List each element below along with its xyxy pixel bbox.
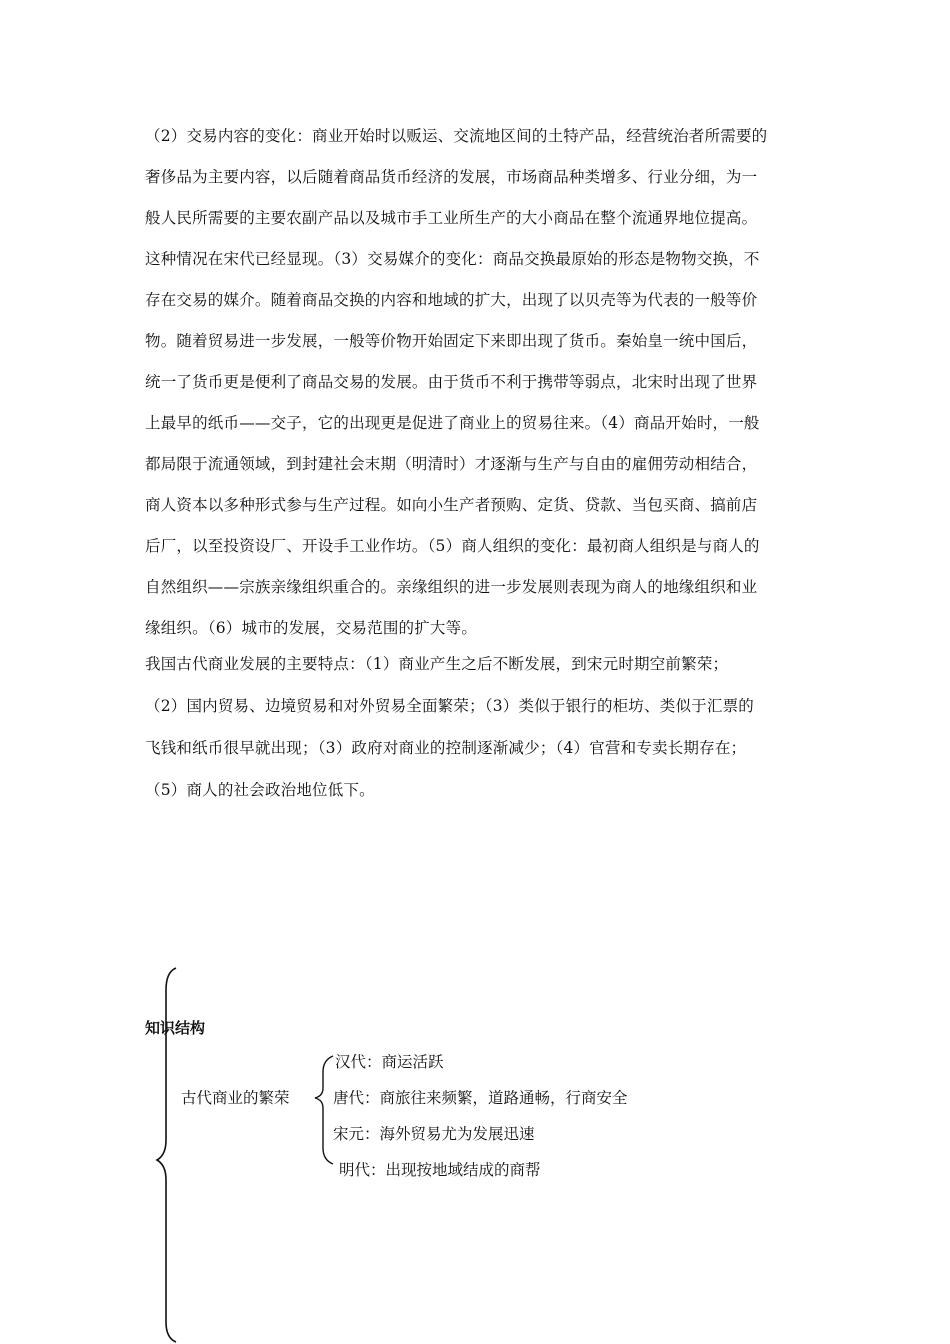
paragraph-line-2: 奢侈品为主要内容，以后随着商品货币经济的发展，市场商品种类增多、行业分细，为一 xyxy=(145,168,758,186)
paragraph-line-1: （2）交易内容的变化：商业开始时以贩运、交流地区间的土特产品，经营统治者所需要的 xyxy=(145,127,768,145)
paragraph-line-4: 这种情况在宋代已经显现。（3）交易媒介的变化：商品交换最原始的形态是物物交换，不 xyxy=(145,250,760,268)
features-line-4: （5）商人的社会政治地位低下。 xyxy=(145,781,375,799)
paragraph-line-9: 都局限于流通领域，到封建社会末期（明清时）才逐渐与生产与自由的雇佣劳动相结合， xyxy=(145,455,758,473)
paragraph-line-10: 商人资本以多种形式参与生产过程。如向小生产者预购、定货、贷款、当包买商、搞前店 xyxy=(145,496,758,514)
branch-title: 古代商业的繁荣 xyxy=(181,1089,290,1107)
paragraph-line-5: 存在交易的媒介。随着商品交换的内容和地域的扩大，出现了以贝壳等为代表的一般等价 xyxy=(145,291,758,309)
features-line-1: 我国古代商业发展的主要特点：（1）商业产生之后不断发展，到宋元时期空前繁荣； xyxy=(145,655,729,673)
paragraph-line-8: 上最早的纸币——交子，它的出现更是促进了商业上的贸易往来。（4）商品开始时，一般 xyxy=(145,414,760,432)
paragraph-line-12: 自然组织——宗族亲缘组织重合的。亲缘组织的进一步发展则表现为商人的地缘组织和业 xyxy=(145,578,758,596)
knowledge-structure-heading: 知识结构 xyxy=(145,1019,206,1037)
paragraph-line-11: 后厂，以至投资设厂、开设手工业作坊。（5）商人组织的变化：最初商人组织是与商人的 xyxy=(145,537,760,555)
tree-item-songyuan: 宋元：海外贸易尤为发展迅速 xyxy=(333,1125,535,1143)
inner-brace xyxy=(315,1056,333,1164)
tree-item-ming: 明代：出现按地域结成的商帮 xyxy=(339,1161,541,1179)
paragraph-line-6: 物。随着贸易进一步发展，一般等价物开始固定下来即出现了货币。秦始皇一统中国后， xyxy=(145,332,758,350)
tree-item-han: 汉代：商运活跃 xyxy=(335,1053,444,1071)
paragraph-line-13: 缘组织。（6）城市的发展，交易范围的扩大等。 xyxy=(145,619,478,637)
paragraph-line-3: 般人民所需要的主要农副产品以及城市手工业所生产的大小商品在整个流通界地位提高。 xyxy=(145,209,758,227)
features-line-3: 飞钱和纸币很早就出现；（3）政府对商业的控制逐渐减少；（4）官营和专卖长期存在； xyxy=(145,739,747,757)
tree-item-tang: 唐代：商旅往来频繁，道路通畅，行商安全 xyxy=(333,1089,628,1107)
paragraph-line-7: 统一了货币更是便利了商品交易的发展。由于货币不利于携带等弱点，北宋时出现了世界 xyxy=(145,373,758,391)
features-line-2: （2）国内贸易、边境贸易和对外贸易全面繁荣；（3）类似于银行的柜坊、类似于汇票的 xyxy=(145,697,754,715)
